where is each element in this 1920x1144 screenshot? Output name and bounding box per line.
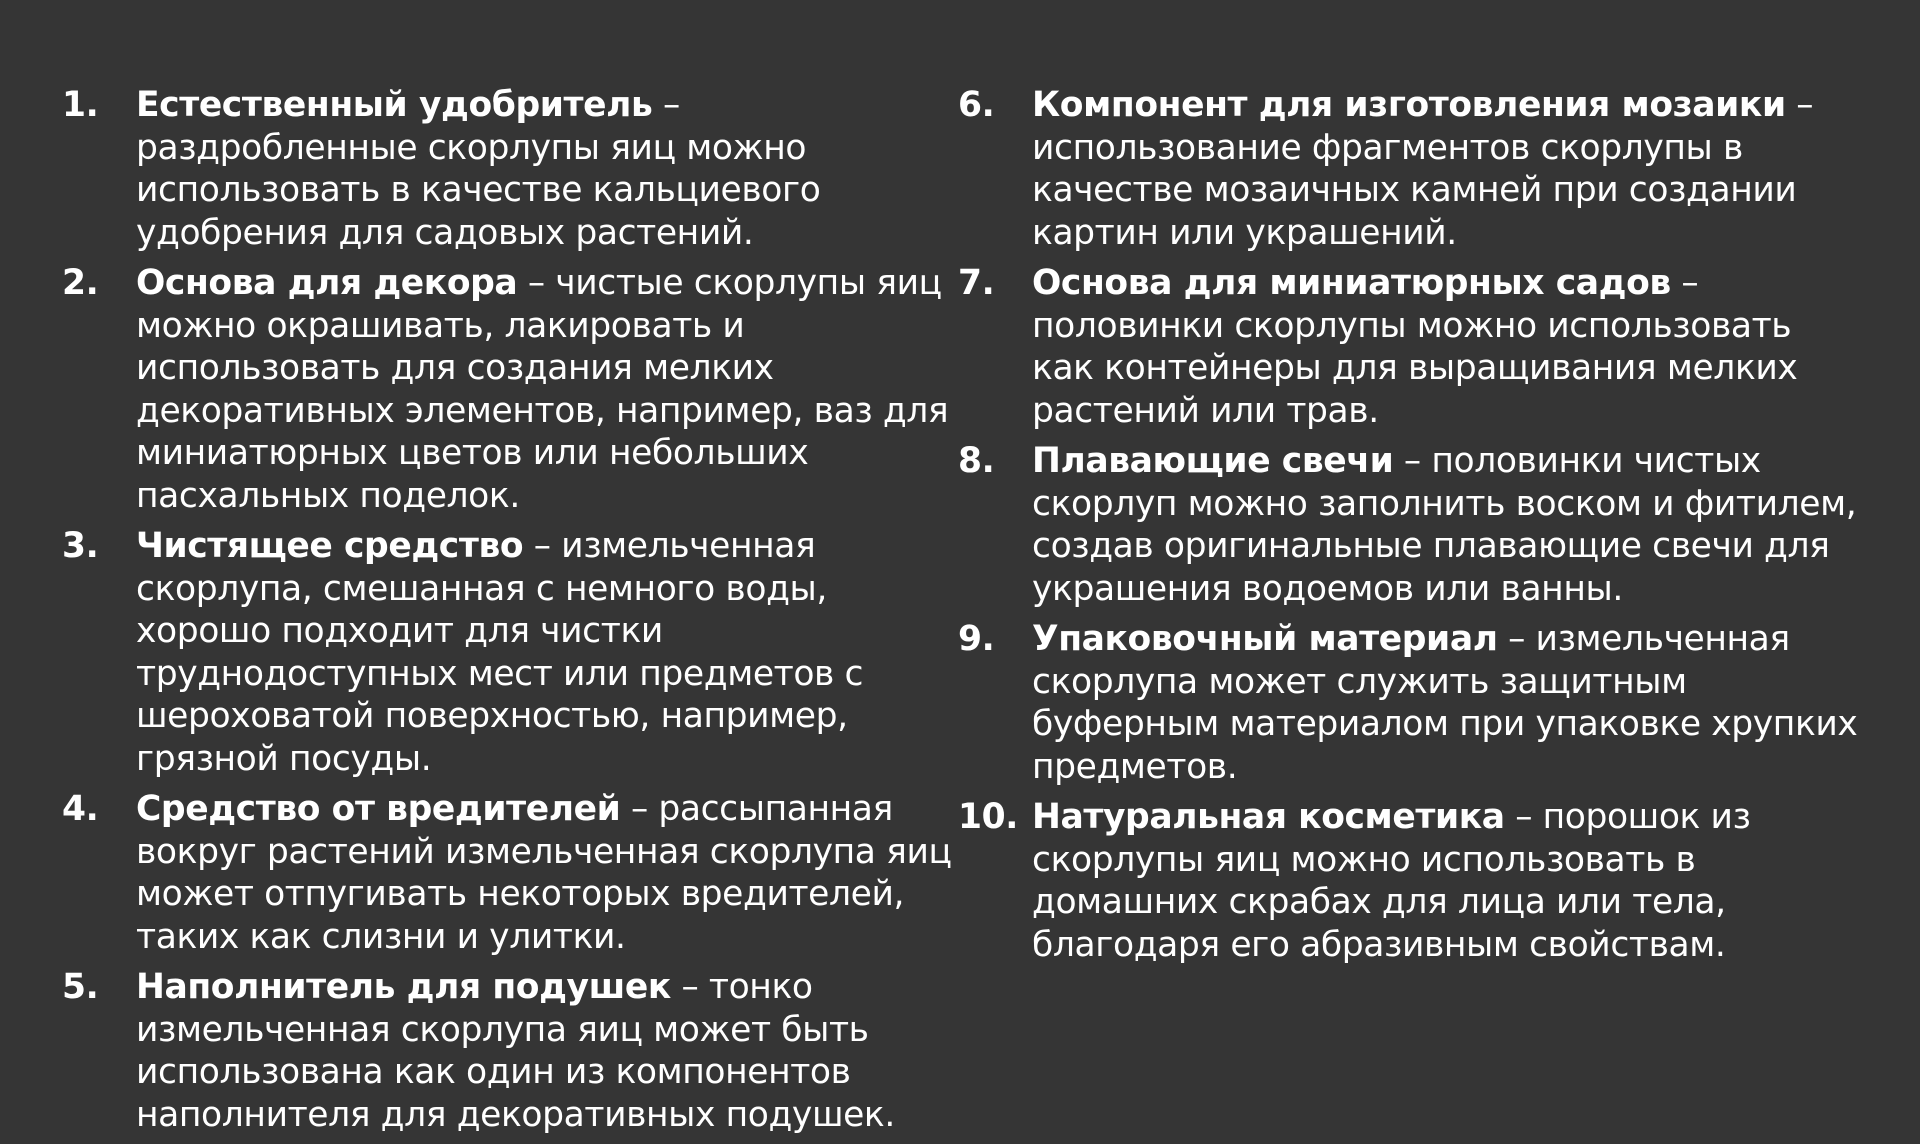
item-text — [1032, 618, 1863, 788]
left-column — [62, 84, 967, 1144]
item-text — [1032, 262, 1863, 432]
item-number: 8. — [958, 441, 995, 481]
item-number: 5. — [62, 967, 99, 1007]
item-description: – измельченная скорлупа может служить защитным буферным материалом при упаковке хрупких предметов. — [1032, 619, 1858, 787]
list-item — [958, 618, 1863, 788]
item-text — [136, 262, 967, 517]
item-number: 1. — [62, 85, 99, 125]
item-number: 10. — [958, 797, 1018, 837]
list-item — [62, 966, 967, 1136]
item-text — [136, 788, 967, 958]
item-term: Естественный удобритель — [136, 85, 653, 125]
item-term: Основа для декора — [136, 263, 518, 303]
item-text — [1032, 796, 1863, 966]
item-term: Наполнитель для подушек — [136, 967, 671, 1007]
item-description: – чистые скорлупы яиц можно окрашивать, лакировать и использовать для создания мелких декоративных элементов, например, ваз для миниатюрных цветов или небольших пасхальных поделок. — [136, 263, 949, 516]
item-description: – половинки скорлупы можно использовать как контейнеры для выращивания мелких растений или трав. — [1032, 263, 1798, 431]
list-item — [958, 440, 1863, 610]
item-text — [1032, 440, 1863, 610]
item-term: Чистящее средство — [136, 526, 524, 566]
list-item — [62, 788, 967, 958]
item-description: – измельченная скорлупа, смешанная с немного воды, хорошо подходит для чистки труднодоступных мест или предметов с шероховатой поверхностью, например, грязной посуды. — [136, 526, 864, 779]
list-item — [958, 262, 1863, 432]
item-number: 9. — [958, 619, 995, 659]
item-term: Основа для миниатюрных садов — [1032, 263, 1671, 303]
list-item — [62, 262, 967, 517]
item-term: Средство от вредителей — [136, 789, 621, 829]
item-term: Упаковочный материал — [1032, 619, 1498, 659]
item-description: – рассыпанная вокруг растений измельченная скорлупа яиц может отпугивать некоторых вредителей, таких как слизни и улитки. — [136, 789, 952, 957]
list-item — [958, 796, 1863, 966]
item-number: 4. — [62, 789, 99, 829]
item-number: 2. — [62, 263, 99, 303]
item-text — [136, 525, 967, 780]
item-number: 6. — [958, 85, 995, 125]
right-column — [958, 84, 1863, 974]
item-term: Плавающие свечи — [1032, 441, 1394, 481]
item-number: 7. — [958, 263, 995, 303]
item-description: – тонко измельченная скорлупа яиц может быть использована как один из компонентов наполнителя для декоративных подушек. — [136, 967, 895, 1135]
list-item — [62, 84, 967, 254]
list-item — [958, 84, 1863, 254]
item-term: Натуральная косметика — [1032, 797, 1505, 837]
item-description: – порошок из скорлупы яиц можно использовать в домашних скрабах для лица или тела, благодаря его абразивным свойствам. — [1032, 797, 1751, 965]
list-item — [62, 525, 967, 780]
item-text — [1032, 84, 1863, 254]
item-text — [136, 84, 967, 254]
item-description: – использование фрагментов скорлупы в качестве мозаичных камней при создании картин или украшений. — [1032, 85, 1814, 253]
item-term: Компонент для изготовления мозаики — [1032, 85, 1786, 125]
item-description: – раздробленные скорлупы яиц можно использовать в качестве кальциевого удобрения для садовых растений. — [136, 85, 821, 253]
item-text — [136, 966, 967, 1136]
item-description: – половинки чистых скорлуп можно заполнить воском и фитилем, создав оригинальные плавающие свечи для украшения водоемов или ванны. — [1032, 441, 1857, 609]
item-number: 3. — [62, 526, 99, 566]
